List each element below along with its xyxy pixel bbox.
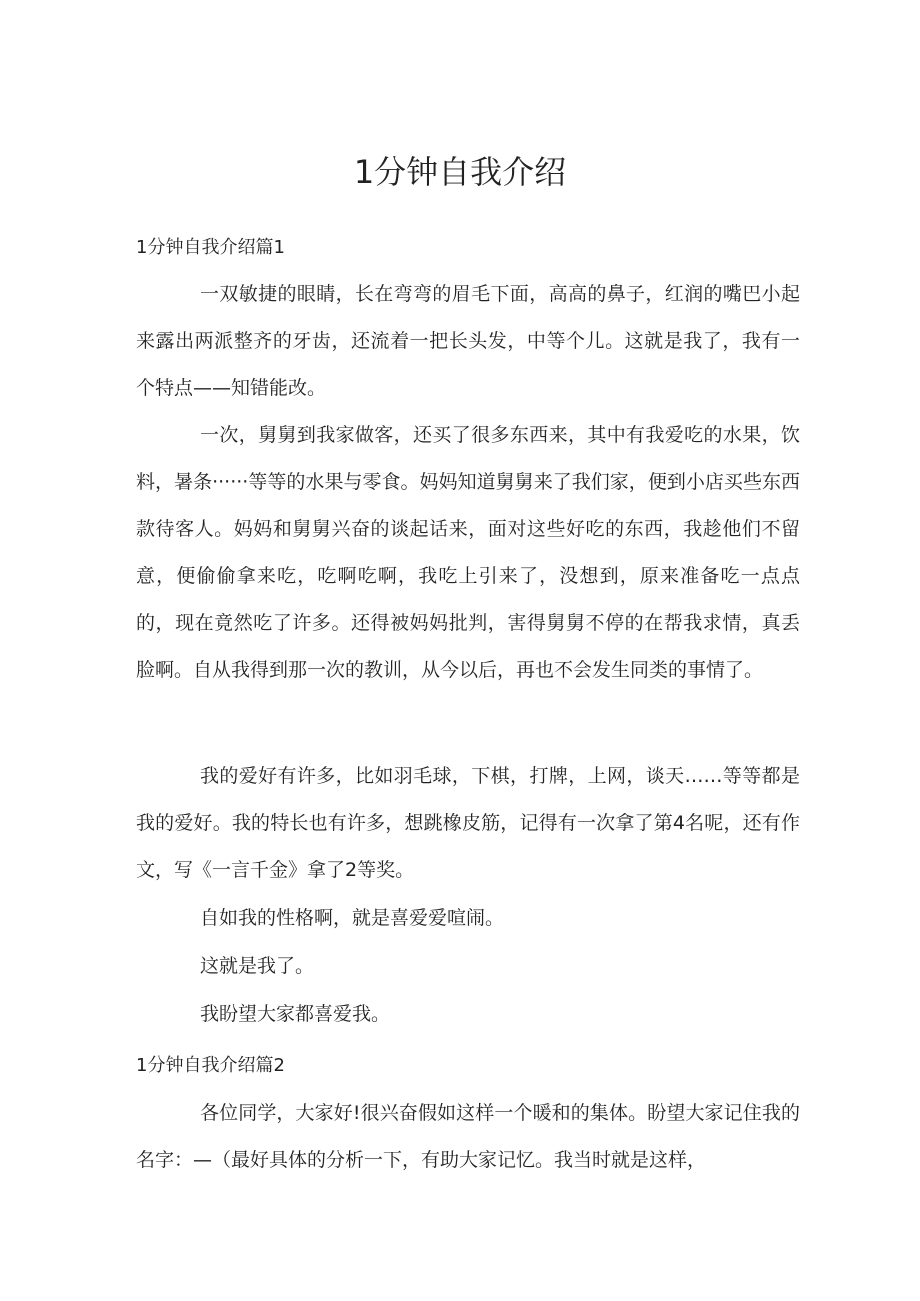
- paragraph: 一双敏捷的眼睛，长在弯弯的眉毛下面，高高的鼻子，红润的嘴巴小起来露出两派整齐的牙齿，还流着一把长头发，中等个儿。这就是我了，我有一个特点——知错能改。: [136, 283, 800, 399]
- paragraph: 一次，舅舅到我家做客，还买了很多东西来，其中有我爱吃的水果，饮料，暑条······等等的水果与零食。妈妈知道舅舅来了我们家，便到小店买些东西款待客人。妈妈和舅舅兴奋的谈起话来，面对这些好吃的东西，我趁他们不留意，便偷偷拿来吃，吃啊吃啊，我吃上引来了，没想到，原来准备吃一点点的，现在竟然吃了许多。还得被妈妈批判，害得舅舅不停的在帮我求情，真丢脸啊。自从我得到那一次的教训，从今以后，再也不会发生同类的事情了。: [136, 424, 800, 681]
- paragraph: 我的爱好有许多，比如羽毛球，下棋，打牌，上网，谈天……等等都是我的爱好。我的特长也有许多，想跳橡皮筋，记得有一次拿了第4名呢，还有作文，写《一言千金》拿了2等奖。: [136, 765, 800, 881]
- paragraph: 各位同学，大家好!很兴奋假如这样一个暖和的集体。盼望大家记住我的名字：—（最好具体的分析一下，有助大家记忆。我当时就是这样，: [136, 1102, 800, 1171]
- section-heading-2: 1分钟自我介绍篇2: [136, 1055, 285, 1076]
- page-title: 1分钟自我介绍: [353, 153, 567, 191]
- paragraph: 自如我的性格啊，就是喜爱爱喧闹。: [200, 907, 505, 929]
- paragraph: 这就是我了。: [200, 955, 315, 977]
- paragraph: 我盼望大家都喜爱我。: [200, 1003, 391, 1025]
- section-heading-1: 1分钟自我介绍篇1: [136, 237, 285, 258]
